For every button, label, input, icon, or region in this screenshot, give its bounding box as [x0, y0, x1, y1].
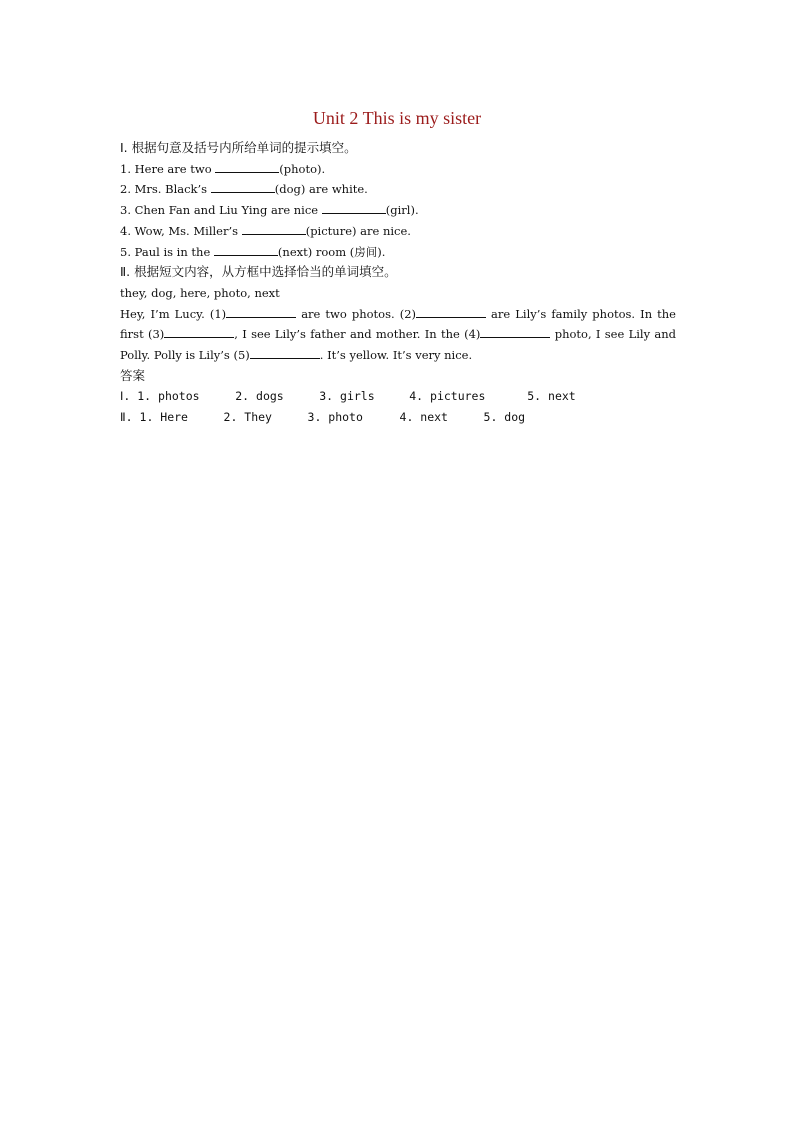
- answer-blank-4[interactable]: [242, 222, 306, 235]
- answer-row-1: [120, 386, 676, 407]
- answer-row-2-label: Ⅱ.: [120, 410, 140, 425]
- section-2-heading: Ⅱ. 根据短文内容，从方框中选择恰当的单词填空。: [120, 264, 397, 280]
- worksheet-content: [120, 138, 676, 428]
- answer-item: 1. photos: [137, 389, 200, 404]
- answer-row-1-label: Ⅰ.: [120, 389, 138, 404]
- question-2-hint: (dog) are white.: [274, 182, 368, 197]
- passage-blank-4[interactable]: [480, 325, 550, 338]
- answer-item: 1. Here: [139, 410, 188, 425]
- passage-part-4: , I see Lily’s father and mother. In the (4): [234, 327, 481, 342]
- answer-item: 2. They: [223, 410, 272, 425]
- answer-blank-3[interactable]: [322, 201, 386, 214]
- passage-blank-2[interactable]: [416, 305, 486, 318]
- section-1-heading: Ⅰ. 根据句意及括号内所给单词的提示填空。: [120, 140, 357, 155]
- question-5: [120, 242, 676, 263]
- answer-item: 3. girls: [319, 389, 375, 404]
- passage-part-2: are two photos. (2): [296, 306, 416, 321]
- question-1-hint: (photo).: [279, 161, 326, 176]
- answer-item: 3. photo: [307, 410, 363, 425]
- passage-blank-1[interactable]: [226, 305, 296, 318]
- answer-row-2: [120, 407, 676, 428]
- question-5-hint: (next) room (房间).: [277, 244, 386, 259]
- passage-part-5: photo, I see Lily and Polly. Polly is Lily’s (5): [120, 327, 676, 363]
- question-2: [120, 179, 676, 200]
- answers-heading: 答案: [120, 367, 146, 383]
- question-3-hint: (girl).: [385, 203, 419, 218]
- question-3: [120, 200, 676, 221]
- passage-part-6: . It’s yellow. It’s very nice.: [319, 348, 473, 363]
- passage-blank-3[interactable]: [164, 325, 234, 338]
- answer-item: 2. dogs: [235, 389, 284, 404]
- question-4-hint: (picture) are nice.: [305, 223, 411, 238]
- page-title: Unit 2 This is my sister: [312, 108, 482, 128]
- answer-blank-1[interactable]: [215, 160, 279, 173]
- answer-blank-5[interactable]: [214, 243, 278, 256]
- answer-blank-2[interactable]: [211, 180, 275, 193]
- question-4-text: 4. Wow, Ms. Miller’s: [120, 223, 242, 238]
- question-4: [120, 221, 676, 242]
- reading-passage: [120, 304, 676, 366]
- question-1: [120, 159, 676, 180]
- answer-item: 4. pictures: [409, 389, 486, 404]
- answer-item: 5. dog: [483, 410, 526, 425]
- passage-blank-5[interactable]: [250, 346, 320, 359]
- question-5-text: 5. Paul is in the: [120, 244, 214, 259]
- passage-part-3: are Lily’s family photos. In the first (3): [120, 306, 676, 342]
- question-1-text: 1. Here are two: [120, 161, 216, 176]
- passage-part-1: Hey, I’m Lucy. (1): [120, 306, 227, 321]
- answer-item: 5. next: [527, 389, 576, 404]
- word-box: they, dog, here, photo, next: [120, 285, 280, 300]
- answer-item: 4. next: [399, 410, 448, 425]
- question-3-text: 3. Chen Fan and Liu Ying are nice: [120, 203, 322, 218]
- question-2-text: 2. Mrs. Black’s: [120, 182, 211, 197]
